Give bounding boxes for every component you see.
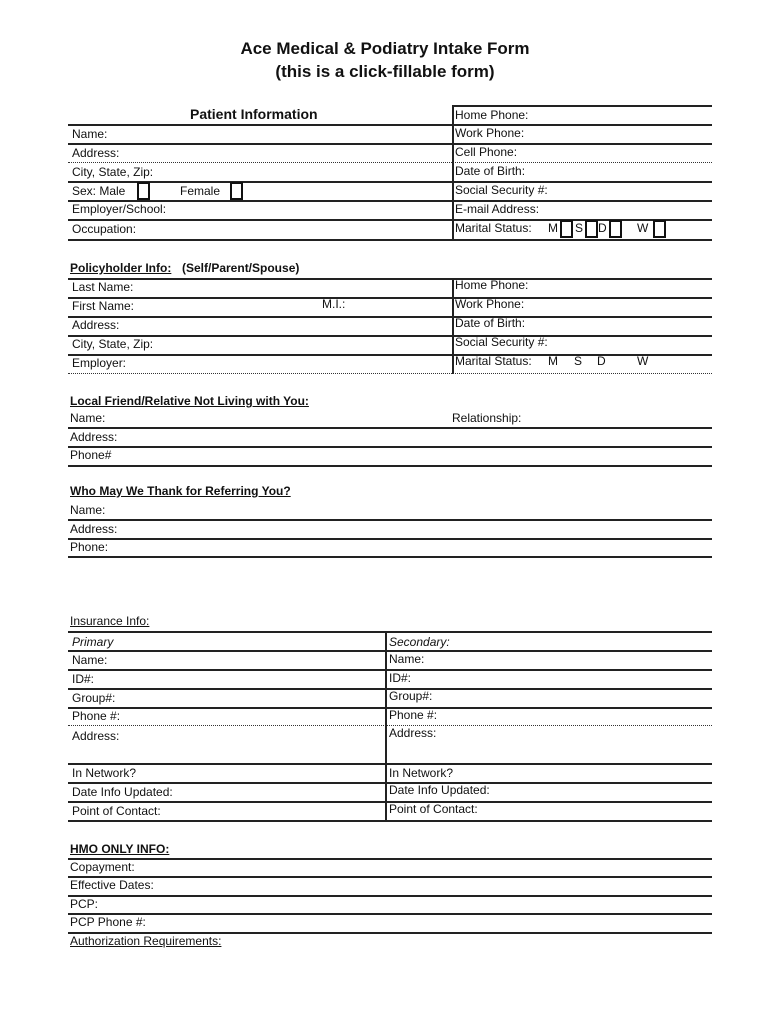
label-group: Group#: [72, 691, 116, 705]
label-w: W [637, 221, 649, 235]
label-mi: M.I.: [322, 297, 346, 311]
label-name: Name: [70, 411, 106, 425]
label-city-state-zip: City, State, Zip: [72, 337, 154, 351]
divider-line [68, 335, 712, 337]
label-address: Address: [70, 522, 118, 536]
divider-line [68, 538, 712, 540]
form-title: Ace Medical & Podiatry Intake Form [240, 39, 530, 58]
label-cell-phone: Cell Phone: [455, 145, 518, 159]
label-first-name: First Name: [72, 299, 135, 313]
label-effective-dates: Effective Dates: [70, 878, 154, 892]
insurance-heading: Insurance Info: [70, 614, 150, 628]
column-divider [385, 631, 387, 821]
label-m: M [548, 221, 558, 235]
label-date-updated: Date Info Updated: [389, 783, 490, 797]
divider-line [68, 820, 712, 822]
divider-line [452, 105, 712, 107]
marital-d-checkbox[interactable] [609, 220, 622, 238]
label-employer-school: Employer/School: [72, 202, 167, 216]
divider-line [68, 725, 712, 726]
male-checkbox[interactable] [137, 182, 150, 200]
label-authorization: Authorization Requirements: [70, 934, 222, 948]
divider-line [68, 239, 712, 241]
label-marital-status: Marital Status: [455, 221, 532, 235]
label-employer: Employer: [72, 356, 127, 370]
label-id: ID#: [72, 672, 95, 686]
referral-heading: Who May We Thank for Referring You? [70, 484, 291, 498]
label-work-phone: Work Phone: [455, 297, 525, 311]
label-female: Female [180, 184, 221, 198]
divider-line [68, 932, 712, 934]
divider-line [68, 895, 712, 897]
divider-line [68, 373, 712, 374]
secondary-label: Secondary: [389, 635, 450, 649]
divider-line [68, 669, 712, 671]
divider-line [68, 650, 712, 652]
label-email: E-mail Address: [455, 202, 540, 216]
divider-line [68, 876, 712, 878]
divider-line [68, 631, 712, 633]
policyholder-note: (Self/Parent/Spouse) [182, 261, 300, 275]
label-d: D [597, 354, 606, 368]
divider-line [68, 316, 712, 318]
label-w: W [637, 354, 649, 368]
divider-line [68, 354, 712, 356]
marital-w-checkbox[interactable] [653, 220, 666, 238]
label-phone: Phone: [70, 540, 109, 554]
label-marital-status: Marital Status: [455, 354, 532, 368]
divider-line [68, 782, 712, 784]
label-ssn: Social Security #: [455, 335, 548, 349]
label-phone: Phone #: [389, 708, 438, 722]
divider-line [68, 278, 712, 280]
divider-line [68, 427, 712, 429]
form-subtitle: (this is a click-fillable form) [275, 62, 495, 81]
label-name: Name: [72, 127, 108, 141]
divider-line [68, 162, 712, 163]
primary-label: Primary [72, 635, 114, 649]
label-address: Address: [72, 729, 120, 743]
label-pcp: PCP: [70, 897, 99, 911]
label-city-state-zip: City, State, Zip: [72, 165, 154, 179]
label-point-of-contact: Point of Contact: [72, 804, 161, 818]
column-divider [452, 278, 454, 374]
label-phone: Phone #: [72, 709, 121, 723]
label-address: Address: [389, 726, 437, 740]
label-copayment: Copayment: [70, 860, 135, 874]
label-group: Group#: [389, 689, 433, 703]
label-s: S [575, 221, 584, 235]
label-home-phone: Home Phone: [455, 108, 529, 122]
divider-line [68, 801, 712, 803]
marital-m-checkbox[interactable] [560, 220, 573, 238]
divider-line [68, 297, 712, 299]
label-name: Name: [389, 652, 425, 666]
label-relationship: Relationship: [452, 411, 522, 425]
label-sex-male: Sex: Male [72, 184, 126, 198]
divider-line [68, 465, 712, 467]
label-in-network: In Network? [389, 766, 454, 780]
label-in-network: In Network? [72, 766, 137, 780]
label-home-phone: Home Phone: [455, 278, 529, 292]
label-m: M [548, 354, 558, 368]
hmo-heading: HMO ONLY INFO: [70, 842, 170, 856]
label-dob: Date of Birth: [455, 164, 526, 178]
divider-line [68, 446, 712, 448]
label-address: Address: [70, 430, 118, 444]
divider-line [68, 858, 712, 860]
divider-line [68, 200, 712, 202]
policyholder-heading: Policyholder Info: [70, 261, 172, 275]
label-d: D [598, 221, 607, 235]
label-phone: Phone# [70, 448, 112, 462]
divider-line [68, 688, 712, 690]
divider-line [68, 519, 712, 521]
marital-s-checkbox[interactable] [585, 220, 598, 238]
label-pcp-phone: PCP Phone #: [70, 915, 146, 929]
label-date-updated: Date Info Updated: [72, 785, 173, 799]
divider-line [68, 124, 712, 126]
label-work-phone: Work Phone: [455, 126, 525, 140]
label-dob: Date of Birth: [455, 316, 526, 330]
label-ssn: Social Security #: [455, 183, 548, 197]
divider-line [68, 913, 712, 915]
label-name: Name: [72, 653, 108, 667]
label-address: Address: [72, 318, 120, 332]
label-last-name: Last Name: [72, 280, 134, 294]
divider-line [68, 556, 712, 558]
female-checkbox[interactable] [230, 182, 243, 200]
label-id: ID#: [389, 671, 412, 685]
friend-heading: Local Friend/Relative Not Living with You: [70, 394, 309, 408]
divider-line [68, 707, 712, 709]
patient-info-heading: Patient Information [190, 106, 318, 122]
divider-line [68, 181, 712, 183]
label-s: S [574, 354, 583, 368]
column-divider [452, 105, 454, 240]
label-address: Address: [72, 146, 120, 160]
label-name: Name: [70, 503, 106, 517]
divider-line [68, 763, 712, 765]
label-point-of-contact: Point of Contact: [389, 802, 478, 816]
divider-line [68, 143, 712, 145]
label-occupation: Occupation: [72, 222, 137, 236]
